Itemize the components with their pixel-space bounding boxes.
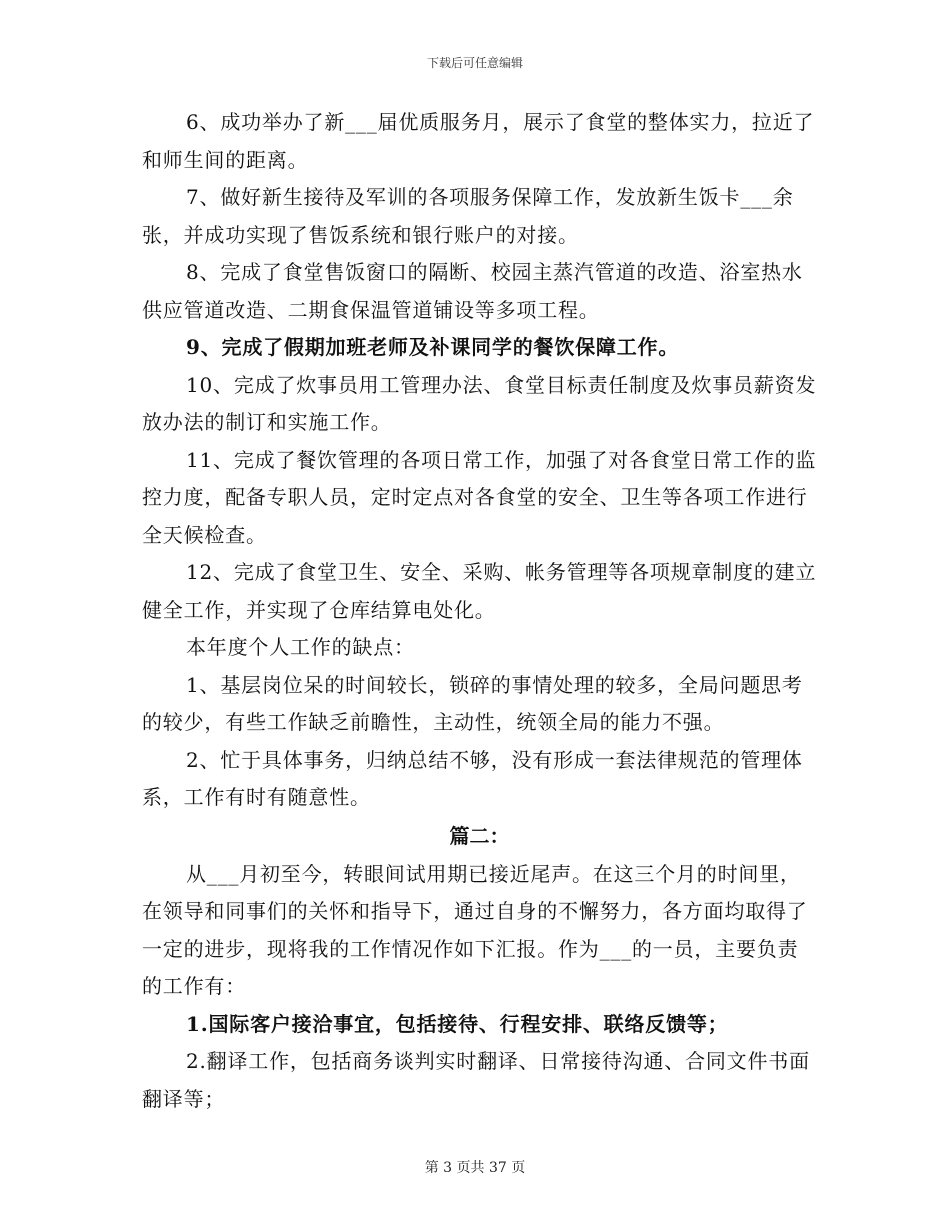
paragraph-item-6: 6、成功举办了新___届优质服务月，展示了食堂的整体实力，拉近了和师生间的距离。 <box>142 110 815 172</box>
shortcoming-item-1: 1、基层岗位呆的时间较长，锁碎的事情处理的较多，全局问题思考的较少，有些工作缺乏前瞻性，主动性，统领全局的能力不强。 <box>142 672 803 734</box>
shortcomings-intro: 本年度个人工作的缺点： <box>186 635 415 659</box>
paragraph-item-12: 12、完成了食堂卫生、安全、采购、帐务管理等各项规章制度的建立健全工作，并实现了仓库结算电处化。 <box>142 560 817 622</box>
shortcoming-item-2: 2、忙于具体事务，归纳总结不够，没有形成一套法律规范的管理体系，工作有时有随意性。 <box>142 747 803 809</box>
paragraph-item-8: 8、完成了食堂售饭窗口的隔断、校园主蒸汽管道的改造、浴室热水供应管道改造、二期食保温管道铺设等多项工程。 <box>142 260 803 322</box>
paragraph-item-10: 10、完成了炊事员用工管理办法、食堂目标责任制度及炊事员薪资发放办法的制订和实施工作。 <box>142 372 817 434</box>
page-header: 下载后可任意编辑 <box>426 56 523 70</box>
document-body <box>142 104 817 1118</box>
paragraph-item-11: 11、完成了餐饮管理的各项日常工作，加强了对各食堂日常工作的监控力度，配备专职人员，定时定点对各食堂的安全、卫生等各项工作进行全天候检查。 <box>142 447 817 547</box>
duty-item-2: 2.翻译工作，包括商务谈判实时翻译、日常接待沟通、合同文件书面翻译等； <box>142 1049 810 1111</box>
duty-item-1: 1.国际客户接洽事宜，包括接待、行程安排、联络反馈等； <box>186 1011 729 1036</box>
paragraph-item-7: 7、做好新生接待及军训的各项服务保障工作，发放新生饭卡___余张，并成功实现了售饭系统和银行账户的对接。 <box>142 185 794 247</box>
page-footer: 第 3 页共 37 页 <box>424 1160 526 1176</box>
paragraph-item-9: 9、完成了假期加班老师及补课同学的餐饮保障工作。 <box>186 335 680 359</box>
section2-intro: 从___月初至今，转眼间试用期已接近尾声。在这三个月的时间里，在领导和同事们的关怀和指导下，通过自身的不懈努力，各方面均取得了一定的进步，现将我的工作情况作如下汇报。作为___的一员，主要负责的工作有： <box>142 861 808 998</box>
section-heading: 篇二： <box>449 823 510 848</box>
